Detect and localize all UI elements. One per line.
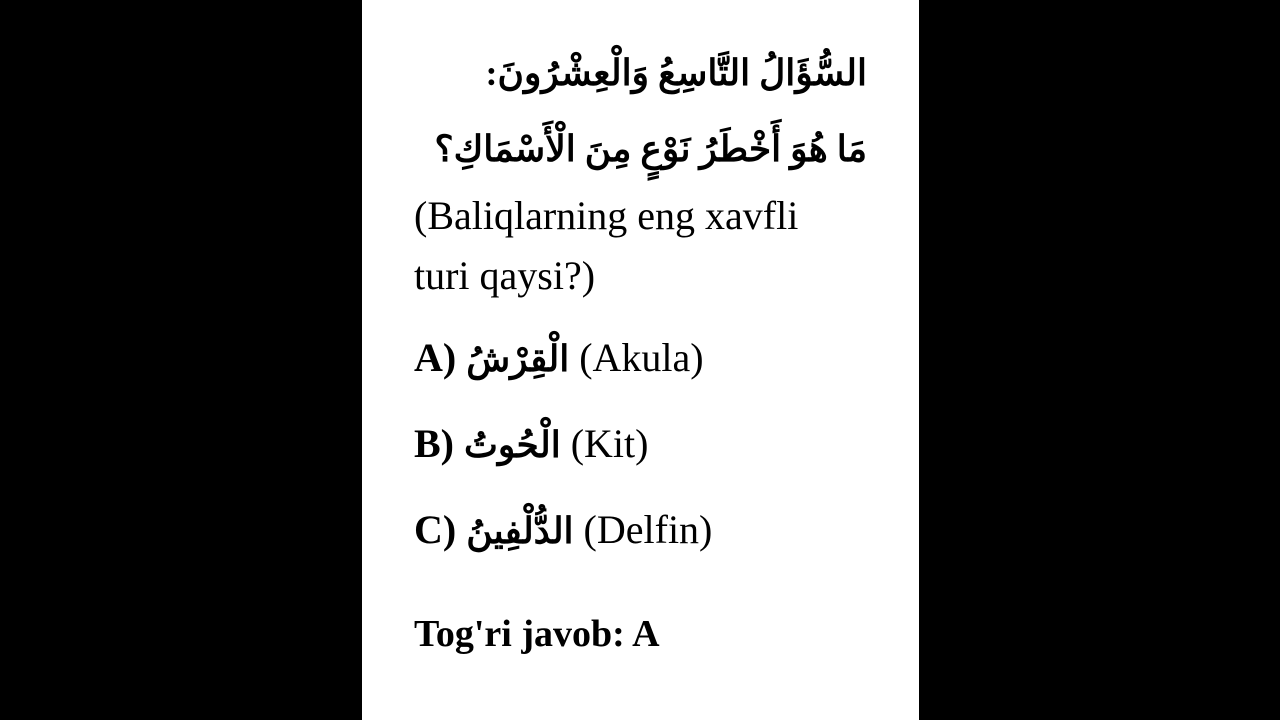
correct-answer: Tog'ri javob: A xyxy=(414,613,660,655)
question-number-heading: السُّؤَالُ التَّاسِعُ وَالْعِشْرُونَ: xyxy=(485,53,867,93)
question-text-arabic: مَا هُوَ أَخْطَرُ نَوْعٍ مِنَ الْأَسْمَاكِ؟ xyxy=(434,129,867,169)
option-translation: (Kit) xyxy=(570,421,649,466)
option-c xyxy=(414,506,712,553)
question-card xyxy=(362,0,919,720)
option-letter: A) xyxy=(414,335,457,380)
question-translation-line1: (Baliqlarning eng xavfli xyxy=(414,193,799,238)
option-translation: (Delfin) xyxy=(583,507,713,552)
option-translation: (Akula) xyxy=(579,335,704,380)
option-arabic: الْقِرْشُ xyxy=(466,339,570,379)
question-translation-line2: turi qaysi?) xyxy=(414,253,596,298)
option-letter: B) xyxy=(414,421,454,466)
option-arabic: الدُّلْفِينُ xyxy=(466,511,574,551)
option-a xyxy=(414,334,704,381)
option-letter: C) xyxy=(414,507,457,552)
option-b xyxy=(414,420,648,467)
option-arabic: الْحُوتُ xyxy=(464,425,561,465)
